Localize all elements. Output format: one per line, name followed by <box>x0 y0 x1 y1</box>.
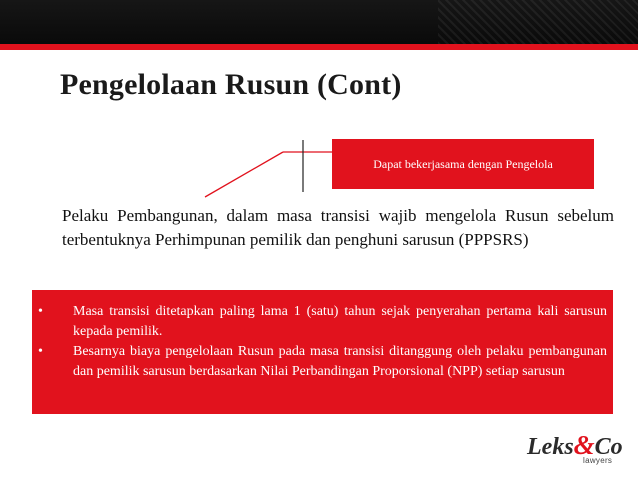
bullet-item <box>32 302 613 342</box>
header-red-rule <box>0 44 638 50</box>
bullet-dot-icon: • <box>38 344 43 359</box>
logo-ampersand: & <box>573 430 595 460</box>
connector-diagonal-line <box>205 152 283 197</box>
bullet-text: Besarnya biaya pengelolaan Rusun pada masa transisi ditanggung oleh pelaku pembangunan dan pemilik sarusun berdasarkan Nilai Perbandingan Proporsional (NPP) setiap sarusun <box>73 344 607 379</box>
callout-connector <box>195 140 345 200</box>
logo-subtitle: lawyers <box>583 456 613 465</box>
bullet-text: Masa transisi ditetapkan paling lama 1 (satu) tahun sejak penyerahan pertama kali sarusun kepada pemilik. <box>73 304 607 339</box>
slide-title: Pengelolaan Rusun (Cont) <box>60 68 402 101</box>
company-logo <box>527 430 627 470</box>
bullet-dot-icon: • <box>38 304 43 319</box>
body-paragraph: Pelaku Pembangunan, dalam masa transisi wajib mengelola Rusun sebelum terbentuknya Perhimpunan pemilik dan penghuni sarusun (PPPSRS) <box>62 206 614 249</box>
bullet-panel <box>32 290 613 414</box>
header-texture <box>438 0 638 44</box>
callout-box <box>332 139 594 189</box>
bullet-item <box>32 342 613 382</box>
callout-text: Dapat bekerjasama dengan Pengelola <box>373 156 553 171</box>
header-band <box>0 0 638 44</box>
bullet-list <box>32 302 613 382</box>
logo-left-text: Leks <box>527 434 574 460</box>
logo-right-text: Co <box>594 434 623 460</box>
